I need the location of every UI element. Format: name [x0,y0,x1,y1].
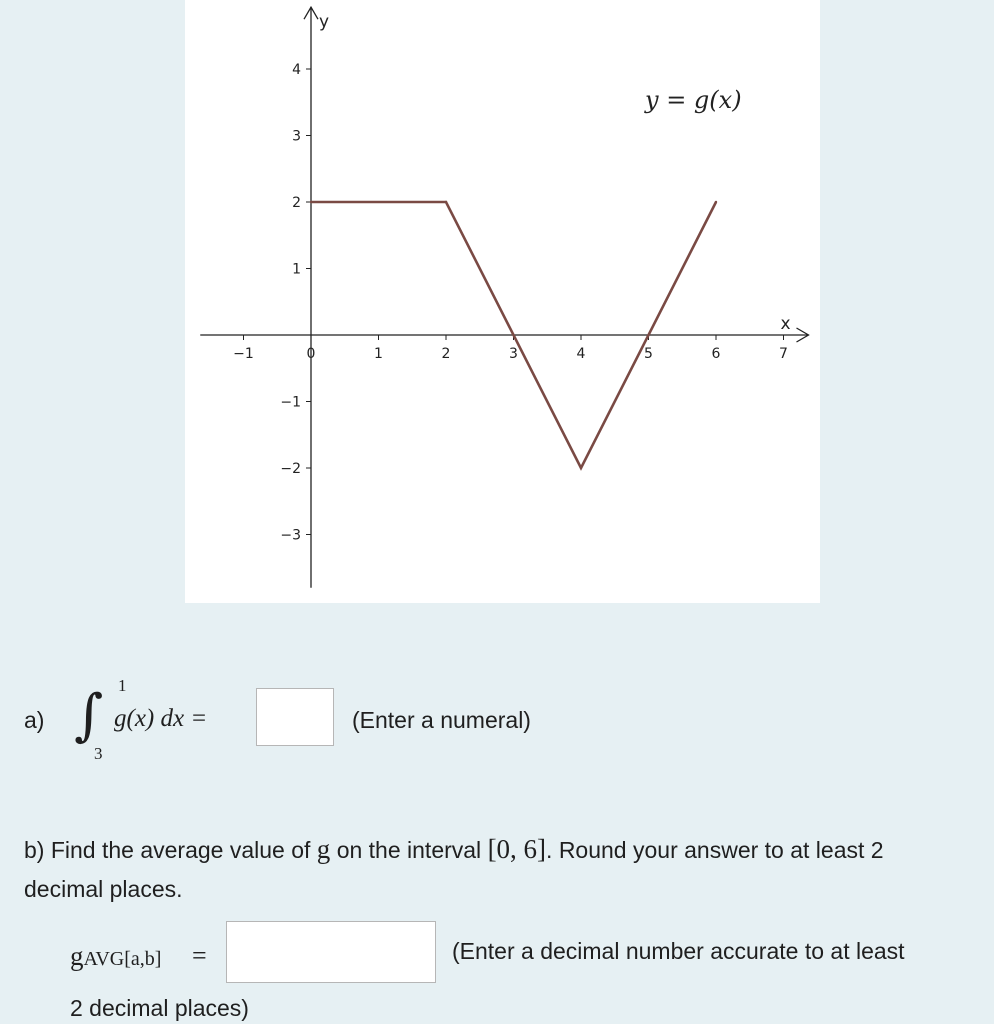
part-a [24,672,724,772]
avg-symbol-g: g [70,941,84,971]
axis-ticks [233,62,788,544]
x-tick-label: 6 [711,346,721,362]
avg-symbol-subscript: AVG[a,b] [83,948,162,970]
part-b-question [24,830,964,909]
x-tick-label: 5 [644,346,653,362]
series-point [310,201,312,203]
question-function-g: g [316,834,331,864]
answer-a-hint: (Enter a numeral) [352,707,531,733]
integrand: g(x) dx = [114,705,208,732]
series-point [715,201,717,203]
series-point [580,467,582,469]
integral-upper-limit: 1 [118,676,127,695]
x-tick-label: 7 [779,346,788,362]
question-text-start: b) Find the average value of [24,837,311,863]
answer-b-hint-line2: 2 decimal places) [70,995,249,1021]
series-point [445,201,447,203]
answer-a-input[interactable] [256,688,334,746]
y-tick-label: 4 [292,62,301,78]
x-axis-label: x [780,314,791,334]
y-tick-label: 3 [292,128,301,145]
question-interval: [0, 6] [487,834,547,864]
answer-b-hint-line1: (Enter a decimal number accurate to at least [452,938,905,964]
x-tick-label: −1 [233,346,254,362]
x-tick-label: 2 [441,346,451,362]
y-tick-label: −2 [280,461,301,477]
x-tick-label: 4 [576,346,586,362]
x-tick-label: 3 [509,346,518,362]
average-value-symbol [70,941,161,972]
x-tick-label: 1 [374,346,383,362]
question-text-mid: on the interval [336,837,482,863]
function-graph [185,0,820,603]
y-axis-label: y [319,12,330,33]
part-a-label: a) [24,707,45,733]
integral-sign: ∫ [74,683,104,748]
y-tick-label: −3 [280,527,301,544]
answer-b-input[interactable] [226,921,436,983]
x-tick-label: 0 [306,346,316,362]
graph-panel [185,0,820,603]
integral-lower-limit: 3 [94,744,103,763]
y-tick-label: 1 [292,261,301,278]
function-label: y = g(x) [645,86,742,114]
question-text-end: . Round your answer to at least 2 decimal places. [24,837,884,902]
y-tick-label: −1 [280,394,301,411]
avg-equals: = [192,941,207,970]
y-tick-label: 2 [292,195,301,211]
